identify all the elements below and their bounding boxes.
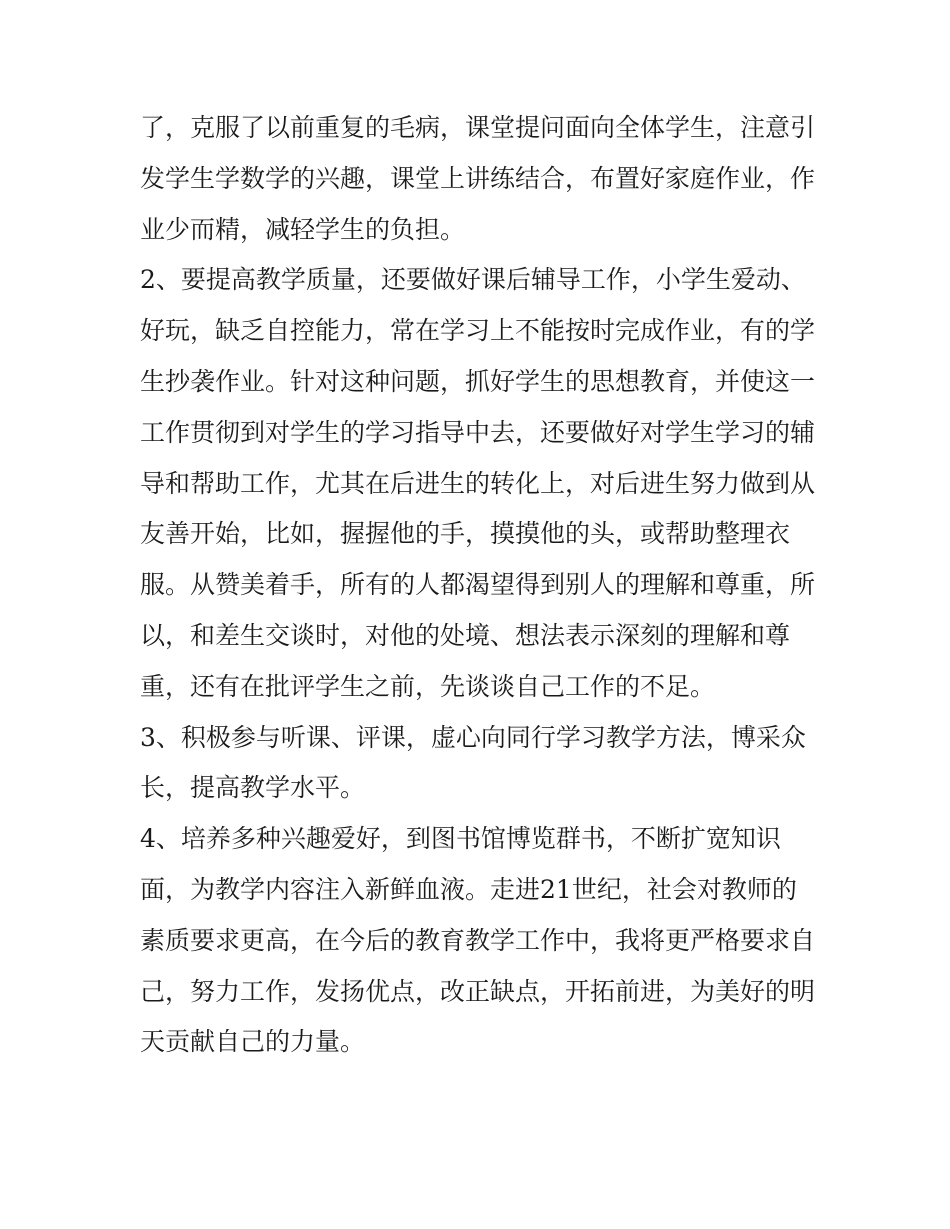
text-line: 天贡献自己的力量。: [140, 1027, 366, 1057]
text-line: 业少而精，减轻学生的负担。: [140, 214, 466, 244]
text-line: 素质要求更高，在今后的教育教学工作中，我将更严格要求自: [140, 925, 816, 955]
text-line: 友善开始，比如，握握他的手，摸摸他的头，或帮助整理衣: [140, 519, 791, 549]
text-line: 4、培养多种兴趣爱好，到图书馆博览群书，不断扩宽知识: [140, 824, 781, 854]
text-line: 2、要提高教学质量，还要做好课后辅导工作，小学生爱动、: [140, 265, 806, 295]
document-body-text: [140, 103, 830, 1068]
text-line: 重，还有在批评学生之前，先谈谈自己工作的不足。: [140, 671, 716, 701]
text-line: 服。从赞美着手，所有的人都渴望得到别人的理解和尊重，所: [140, 570, 816, 600]
text-line: 导和帮助工作，尤其在后进生的转化上，对后进生努力做到从: [140, 468, 816, 498]
text-line: 发学生学数学的兴趣，课堂上讲练结合，布置好家庭作业，作: [140, 163, 816, 193]
text-line: 己，努力工作，发扬优点，改正缺点，开拓前进，为美好的明: [140, 976, 816, 1006]
text-line: 生抄袭作业。针对这种问题，抓好学生的思想教育，并使这一: [140, 366, 816, 396]
text-line: 好玩，缺乏自控能力，常在学习上不能按时完成作业，有的学: [140, 316, 816, 346]
text-line: 3、积极参与听课、评课，虚心向同行学习教学方法，博采众: [140, 722, 806, 752]
text-line: 面，为教学内容注入新鲜血液。走进21世纪，社会对教师的: [140, 874, 797, 904]
text-line: 长，提高教学水平。: [140, 773, 366, 803]
text-line: 工作贯彻到对学生的学习指导中去，还要做好对学生学习的辅: [140, 417, 816, 447]
text-line: 了，克服了以前重复的毛病，课堂提问面向全体学生，注意引: [140, 113, 816, 142]
text-line: 以，和差生交谈时，对他的处境、想法表示深刻的理解和尊: [140, 620, 791, 650]
